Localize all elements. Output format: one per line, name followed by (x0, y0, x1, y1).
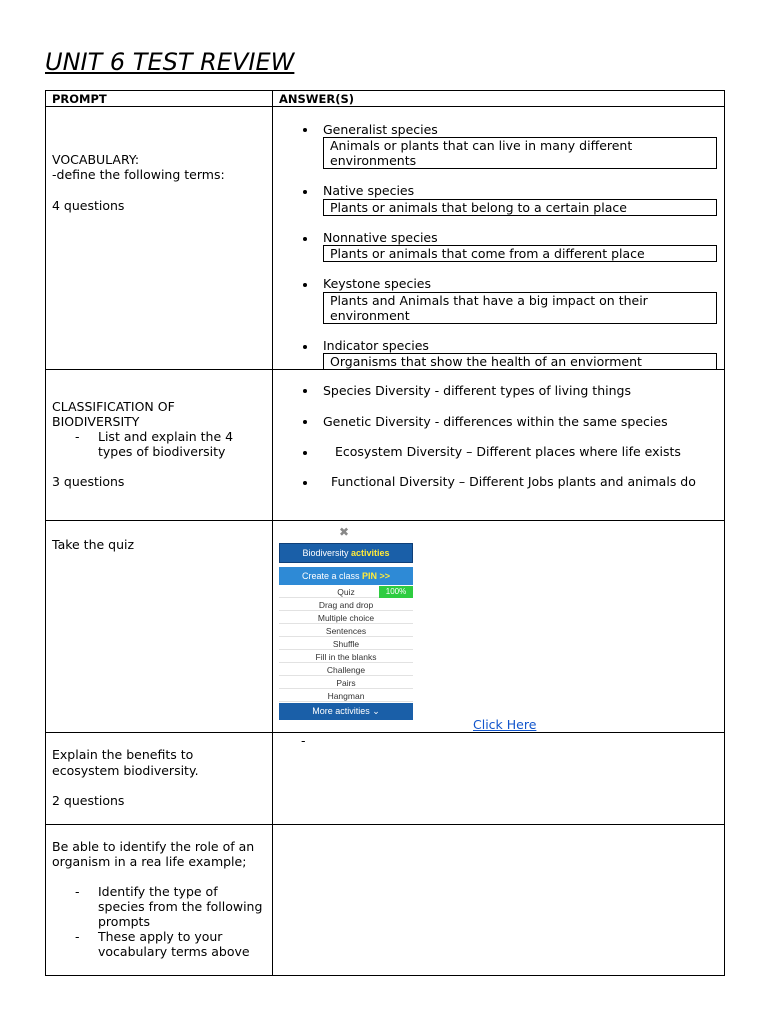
classification-sub-line-2: types of biodiversity (98, 444, 226, 459)
diversity-answer: Species Diversity - different types of living things (323, 383, 631, 398)
definition-line: environments (330, 153, 417, 168)
definition-line: Plants or animals that belong to a certain place (330, 200, 627, 215)
definition-line: Plants or animals that come from a different place (330, 246, 645, 261)
bullet-icon (303, 389, 307, 393)
activity-item[interactable]: Multiple choice (279, 612, 413, 624)
definition-line: Plants and Animals that have a big impact on their (330, 293, 648, 308)
quiz-prompt: Take the quiz (52, 537, 135, 552)
page-title: UNIT 6 TEST REVIEW (45, 48, 295, 76)
bullet-icon (303, 128, 307, 132)
table-header-row (46, 91, 724, 107)
vocab-term: Keystone species (323, 276, 431, 291)
vocab-term: Native species (323, 183, 415, 198)
definition-box (323, 353, 717, 369)
double-chevron-icon: >> (379, 571, 391, 581)
click-here-link[interactable]: Click Here (473, 717, 537, 732)
bullet-icon (303, 283, 307, 287)
vocab-prompt-line-2: -define the following terms: (52, 167, 225, 182)
role-prompt-line-2: organism in a rea life example; (52, 854, 247, 869)
vocab-prompt-line-1: VOCABULARY: (52, 152, 140, 167)
vocab-term: Nonnative species (323, 230, 438, 245)
definition-box (323, 137, 717, 169)
definition-line: Animals or plants that can live in many different (330, 138, 633, 153)
close-icon[interactable]: ✖ (339, 525, 350, 539)
diversity-answer: Functional Diversity – Different Jobs plants and animals do (331, 474, 696, 489)
bullet-icon (303, 420, 307, 424)
dash-marker: - (75, 929, 80, 944)
definition-box (323, 199, 717, 216)
activity-label: Quiz (337, 587, 355, 597)
table-row-quiz (46, 521, 724, 733)
activity-item[interactable]: Pairs (279, 677, 413, 689)
role-sub1-line-1: Identify the type of (98, 884, 218, 899)
bullet-icon (303, 481, 307, 485)
bullet-icon (303, 237, 307, 241)
activity-item[interactable]: Fill in the blanks (279, 651, 413, 663)
create-class-pin-button[interactable] (279, 567, 413, 585)
definition-line: environment (330, 308, 410, 323)
activity-item[interactable]: Shuffle (279, 638, 413, 650)
chevron-down-icon: ⌄ (372, 706, 380, 716)
prompt-header: PROMPT (52, 92, 107, 106)
pin-button-label: Create a class (301, 571, 360, 581)
dash-marker: - (75, 884, 80, 899)
vocab-question-count: 4 questions (52, 198, 125, 213)
benefits-prompt-line-1: Explain the benefits to (52, 747, 194, 762)
bullet-icon (303, 451, 307, 455)
diversity-answer: Ecosystem Diversity – Different places where life exists (335, 444, 681, 459)
role-sub1-line-2: species from the following (98, 899, 263, 914)
more-activities-label: More activities (312, 706, 370, 716)
activity-item-quiz[interactable] (279, 586, 413, 598)
more-activities-button[interactable] (279, 703, 413, 720)
widget-title-text: Biodiversity (302, 548, 349, 558)
classification-question-count: 3 questions (52, 474, 125, 489)
diversity-answer: Genetic Diversity - differences within the same species (323, 414, 668, 429)
bullet-icon (303, 190, 307, 194)
definition-line: Organisms that show the health of an enviorment (330, 354, 642, 369)
widget-title-highlight: activities (351, 548, 390, 558)
definition-box (323, 245, 717, 262)
classification-prompt-line-2: BIODIVERSITY (52, 414, 140, 429)
table-row-role (46, 825, 724, 975)
table-row-benefits (46, 733, 724, 825)
classification-sub-line-1: List and explain the 4 (98, 429, 234, 444)
definition-box (323, 292, 717, 324)
score-badge: 100% (379, 586, 413, 598)
answer-dash: - (301, 733, 306, 748)
pin-button-highlight: PIN (362, 571, 378, 581)
classification-prompt-line-1: CLASSIFICATION OF (52, 399, 175, 414)
role-sub1-line-3: prompts (98, 914, 150, 929)
review-table (45, 90, 725, 976)
vocab-term: Generalist species (323, 122, 438, 137)
activity-item[interactable]: Hangman (279, 690, 413, 702)
benefits-prompt-line-2: ecosystem biodiversity. (52, 763, 199, 778)
table-row-vocabulary (46, 107, 724, 370)
role-sub2-line-1: These apply to your (98, 929, 223, 944)
vocab-term: Indicator species (323, 338, 429, 353)
benefits-question-count: 2 questions (52, 793, 125, 808)
activity-item[interactable]: Drag and drop (279, 599, 413, 611)
dash-marker: - (75, 429, 80, 444)
bullet-icon (303, 345, 307, 349)
role-prompt-line-1: Be able to identify the role of an (52, 839, 255, 854)
activity-item[interactable]: Sentences (279, 625, 413, 637)
table-row-classification (46, 370, 724, 521)
activity-item[interactable]: Challenge (279, 664, 413, 676)
answers-header: ANSWER(S) (279, 92, 354, 106)
widget-title (279, 543, 413, 563)
role-sub2-line-2: vocabulary terms above (98, 944, 250, 959)
